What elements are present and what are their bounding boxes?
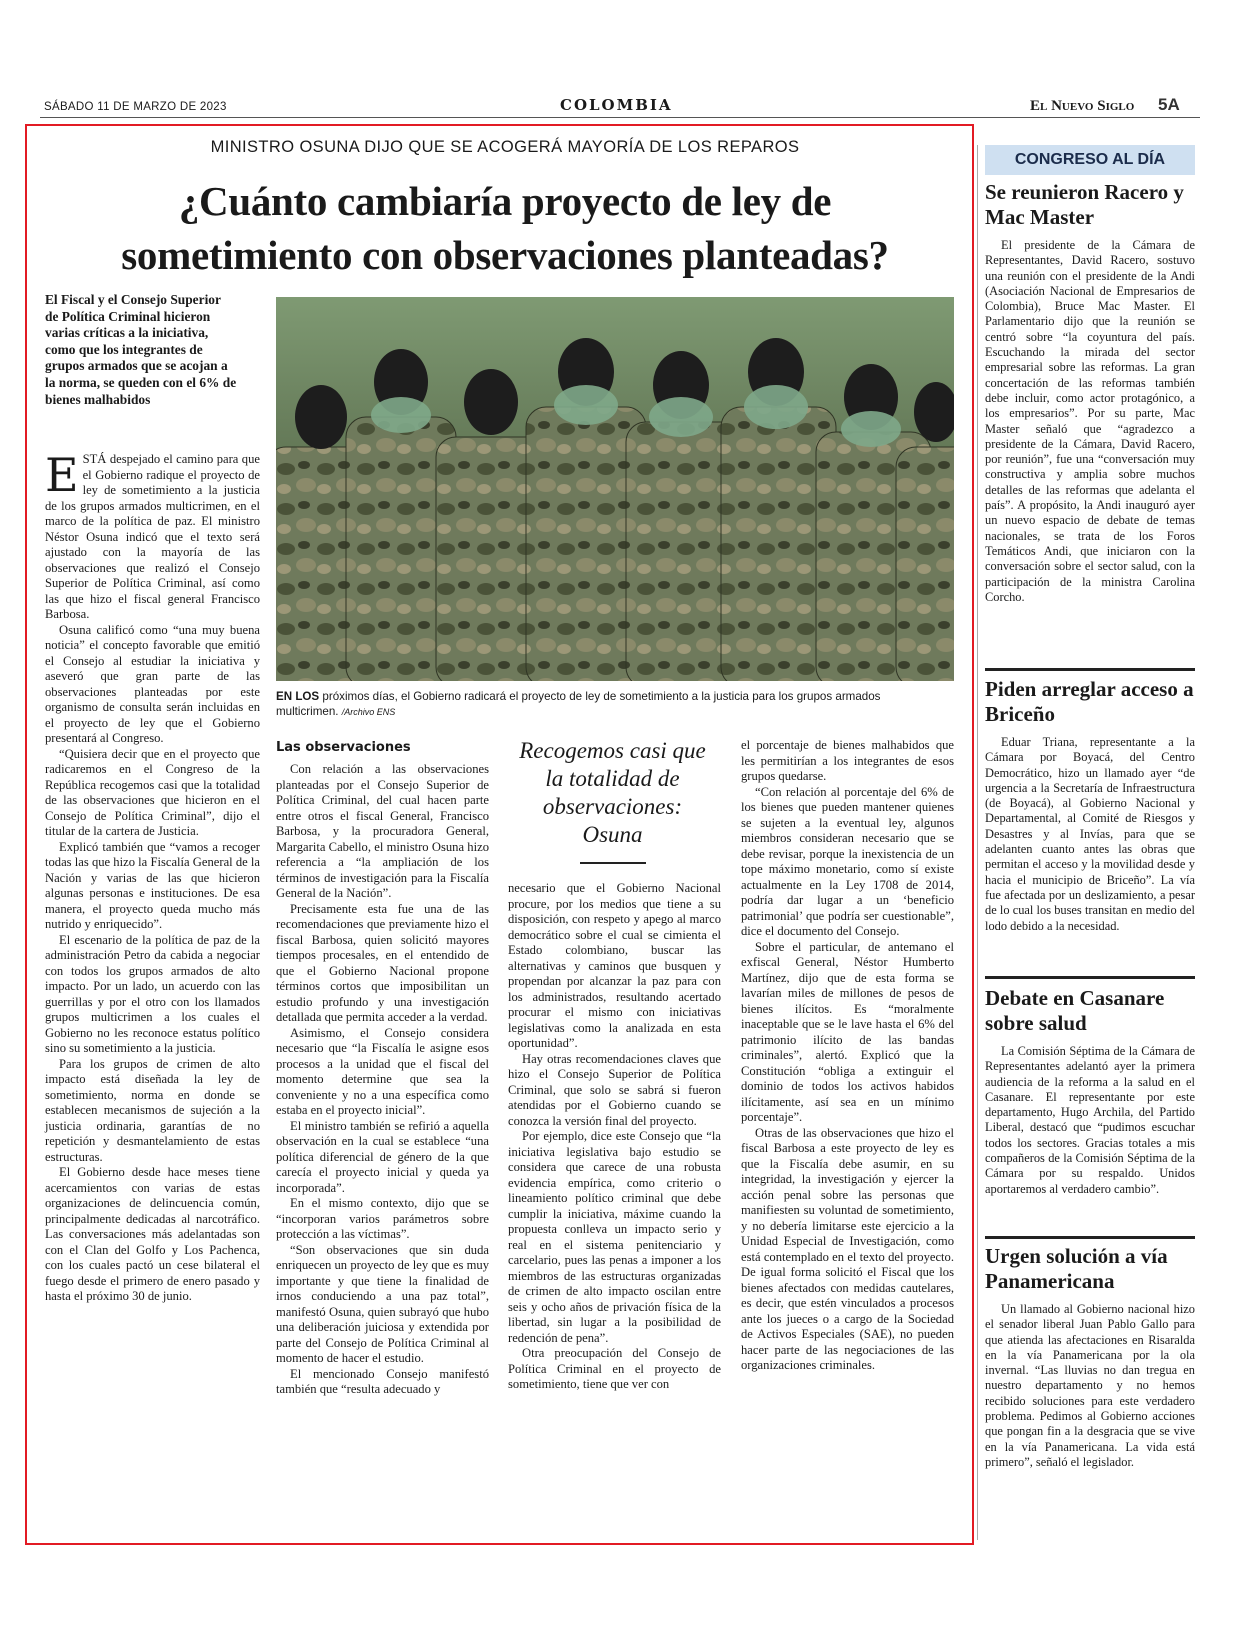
- sidebar-rule: [985, 668, 1195, 671]
- paragraph: Osuna calificó como “una muy buena noticia” el concepto favorable que emitió el Consejo al estudiar la iniciativa y aseveró que gran parte de las observaciones planteadas por este organismo de consulta serán incluidas en el proyecto de ley que el Gobierno presentará al Congreso.: [45, 622, 260, 745]
- paragraph: Con relación a las observaciones planteadas por el Consejo Superior de Política Criminal, del cual hacen parte entre otros el fiscal General, Francisco Barbosa, y la procuradora General, Margarita Cabello, el ministro Osuna hizo referencia a “la ampliación de los términos de investigación para la Fiscalía General de la Nación”.: [276, 762, 489, 900]
- section-subhead: Las observaciones: [276, 740, 411, 755]
- paragraph: Precisamente esta fue una de las recomendaciones que previamente hizo el fiscal Barbosa, quien solicitó mayores tiempos procesales, en el entendido de que el Gobierno Nacional propone términos cortos que imposibilitan un estudio profundo y una investigación detallada que permita acceder a la verdad.: [276, 901, 489, 1024]
- paragraph: El escenario de la política de paz de la administración Petro da cabida a negociar con todos los grupos armados de alto impacto. Por un lado, un acuerdo con las guerrillas y por el otro con los llamados grupos multicrimen a los cuales el Gobierno no les reconoce estatus político sino su sometimiento a la justicia.: [45, 932, 260, 1055]
- article-column-4: [741, 738, 954, 1374]
- page-date: SÁBADO 11 DE MARZO DE 2023: [44, 101, 227, 113]
- sidebar-item-body: Eduar Triana, representante a la Cámara por Boyacá, del Centro Democrático, hizo un llamado ayer “de urgencia a la Secretaría de Infraestructura (de Boyacá), al Gobierno Nacional y Departamental, al Comité de Riesgos y Desastres y al Invías, para que se adelanten cuanto antes las obras que permitan el acceso y la movilidad desde y hacia el municipio de Briceño”. La vía fue afectada por un deslizamiento, a pesar de lo cual los buses transitan en medio del lodo debido a la necesidad.: [985, 735, 1195, 933]
- header-rule: [40, 117, 1200, 118]
- paragraph: “Son observaciones que sin duda enriquecen un proyecto de ley que es muy importante y que tiene la finalidad de irnos conduciendo a una paz total”, manifestó Osuna, quien subrayó que hubo una deliberación juiciosa y extendida por parte del Consejo de Política Criminal al momento de hacer el estudio.: [276, 1242, 489, 1365]
- article-column-1: [45, 448, 260, 1305]
- paragraph: En el mismo contexto, dijo que se “incorporan varios parámetros sobre protección a las víctimas”.: [276, 1196, 489, 1241]
- article-kicker: MINISTRO OSUNA DIJO QUE SE ACOGERÁ MAYORÍA DE LOS REPAROS: [210, 138, 800, 156]
- sidebar-item-title: Debate en Casanare sobre salud: [985, 986, 1165, 1035]
- caption-text: próximos días, el Gobierno radicará el proyecto de ley de sometimiento a la justicia para los grupos armados multicrimen.: [276, 690, 881, 718]
- sidebar-item-body: Un llamado al Gobierno nacional hizo el senador liberal Juan Pablo Gallo para que atienda las afectaciones en Risaralda en la vía Panamericana por la ola invernal. “Las lluvias no dan tregua en nuestro departamento y no hemos recibido soluciones para este verdadero problema. Pedimos al Gobierno acciones que pongan fin a la desgracia que se vive en la vía Panamericana. La vida está primero”, señaló el legislador.: [985, 1302, 1195, 1469]
- article-column-3: [508, 881, 721, 1393]
- paragraph: Otra preocupación del Consejo de Política Criminal en el proyecto de sometimiento, tiene que ver con: [508, 1346, 721, 1391]
- paragraph: Asimismo, el Consejo considera necesario que “la Fiscalía le asigne esos procesos a la unidad que el fiscal del momento determine que sea la conveniente y no a una específica como estaba en el proyecto inicial”.: [276, 1025, 489, 1117]
- caption-credit: /Archivo ENS: [341, 707, 396, 717]
- paragraph: Hay otras recomendaciones claves que hizo el Consejo Superior de Política Criminal, que solo se sabrá si fueron atendidas por el Gobierno cuando se conozca la versión final del proyecto.: [508, 1051, 721, 1128]
- pull-quote: Recogemos casi que la totalidad de observaciones: Osuna: [519, 738, 706, 847]
- militia-group-photo: [276, 297, 954, 681]
- paragraph: Otras de las observaciones que hizo el fiscal Barbosa a este proyecto de ley es que la Fiscalía debe asumir, en su integridad, la investigación y ejercer la acción penal sobre las personas que manifiesten su voluntad de sometimiento, y no debería limitarse este ejercicio a la Unidad Especial de Investigación, como está contemplado en el texto del proyecto. De igual forma solicitó el Fiscal que los bienes afectados con medidas cautelares, es decir, que estén vinculados a procesos ante los jueces o a cargo de la Sociedad de Activos Especiales (SAE), no pueden hacer parte de las negociaciones de las organizaciones criminales.: [741, 1125, 954, 1372]
- caption-label: EN LOS: [276, 690, 320, 703]
- sidebar-item-body: La Comisión Séptima de la Cámara de Representantes adelantó ayer la primera audiencia de la reforma a la salud en el Casanare. El representante por este departamento, Hugo Archila, del Partido Liberal, destacó que “pudimos escuchar todos los sectores. Gracias totales a mis compañeros de la Comisión Séptima de la Cámara por su respaldo. Unidos aportaremos al verdadero cambio”.: [985, 1044, 1195, 1196]
- paragraph: Por ejemplo, dice este Consejo que “la iniciativa legislativa bajo estudio se considera que carece de una robusta evidencia empírica, como criterio o lineamiento político criminal que debe cumplir la iniciativa, máxime cuando la propuesta conlleva un impacto serio y real en el sistema penitenciario y carcelario, pues las penas a imponer a los miembros de las estructuras organizadas de crimen de alto impacto oscilan entre seis y ocho años de privación física de la libertad, sin lugar a la posibilidad de redención de pena”.: [508, 1129, 721, 1345]
- section-name: COLOMBIA: [560, 96, 673, 114]
- photo-caption: [276, 689, 946, 720]
- paragraph: Sobre el particular, de antemano el exfiscal General, Néstor Humberto Martínez, dijo que de esta forma se lavarían miles de millones de pesos de bienes ilícitos. Es “moralmente inaceptable que se le lave hasta el 6% del patrimonio ilícito de las bandas criminales”, alertó. Explicó que la Constitución “obliga a extinguir el dominio de todos los activos habidos ilícitamente, así sea en un mínimo porcentaje”.: [741, 939, 954, 1124]
- paragraph: “Quisiera decir que en el proyecto que radicaremos en el Congreso de la República recogemos casi que la totalidad de las observaciones que hicieron en el Consejo de Política Criminal”, dijo el titular de la cartera de Justicia.: [45, 746, 260, 838]
- paragraph: “Con relación al porcentaje del 6% de los bienes que pueden mantener quienes se sujeten a la eventual ley, algunos miembros consideran necesario que se debe revisar, porque la inexistencia de un tope máximo monetario, como sí existe actualmente en la Ley 1708 de 2014, podría dar lugar a un ‘beneficio patrimonial’ que podría ser cuestionable”, dice el documento del Consejo.: [741, 784, 954, 938]
- newspaper-name: El Nuevo Siglo: [1030, 98, 1135, 114]
- paragraph: El mencionado Consejo manifestó también que “resulta adecuado y: [276, 1366, 489, 1396]
- sidebar-divider: [977, 145, 978, 1540]
- pull-quote-rule: [580, 862, 646, 864]
- sidebar-heading: CONGRESO AL DÍA: [985, 145, 1195, 175]
- sidebar-rule: [985, 1236, 1195, 1239]
- page-number: 5A: [1158, 95, 1180, 114]
- sidebar-item-title: Urgen solución a vía Panamericana: [985, 1244, 1168, 1293]
- paragraph: El ministro también se refirió a aquella observación en la cual se establece “una política diferencial de género de la que carecía el proyecto inicial y queda ya incorporada”.: [276, 1118, 489, 1195]
- article-lead: El Fiscal y el Consejo Superior de Política Criminal hicieron varias críticas a la iniciativa, como que los integrantes de grupos armados que se acojan a la norma, se queden con el 6% de bienes malhabidos: [45, 292, 237, 407]
- paragraph: Para los grupos de crimen de alto impacto está diseñada la ley de sometimiento, norma en donde se establecen mecanismos de sujeción a la justicia ordinaria, garantías de no repetición y desmantelamiento de estas estructuras.: [45, 1056, 260, 1164]
- sidebar-item-body: El presidente de la Cámara de Representantes, David Racero, sostuvo una reunión con el presidente de la Andi (Asociación Nacional de Empresarios de Colombia), Bruce Mac Master. El Parlamentario dijo que la reunión se centró sobre “la coyuntura del país. Escuchando la mirada del sector empresarial sobre las reformas. La gran concertación de las reformas también debe incluir, como actor protagónico, a los empresarios”. Por su parte, Mac Master señaló que “agradezco a presidente de la Cámara, David Racero, por reunión”, fue una “conversación muy constructiva y amplia sobre muchos detalles de las reformas que adelanta el país”. A propósito, la Andi inauguró ayer un nuevo espacio de debate de temas nacionales, se trata de los Foros Temáticos Andi, que iniciaron con la conversación sobre el sector salud, con la participación de la ministra Carolina Corcho.: [985, 238, 1195, 604]
- drop-cap: E: [45, 448, 79, 502]
- article-headline: [40, 174, 970, 282]
- sidebar-item-title: Se reunieron Racero y Mac Master: [985, 180, 1184, 229]
- sidebar-item-title: Piden arreglar acceso a Briceño: [985, 677, 1194, 726]
- headline-line-1: ¿Cuánto cambiaría proyecto de ley de: [178, 178, 832, 224]
- paragraph: necesario que el Gobierno Nacional procure, por los medios que tiene a su disposición, con respeto y apego al marco democrático sobre el cual se cimienta el Estado colombiano, buscar las alternativas y caminos que busquen y propendan por alcanzar la paz para con los administrados, resultando acertado procurar el mismo con iniciativas legislativas como la analizada en esta oportunidad”.: [508, 881, 721, 1050]
- paragraph: ESTÁ despejado el camino para que el Gobierno radique el proyecto de ley de sometimiento a la justicia de los grupos armados multicrimen, en el marco de la política de paz. El ministro Néstor Osuna indicó que el texto será ajustado con la mayoría de las observaciones que realizó el Consejo Superior de Política Criminal, así como las que hizo el fiscal general Francisco Barbosa.: [45, 448, 260, 621]
- headline-line-2: sometimiento con observaciones planteadas?: [121, 232, 889, 278]
- article-column-2: [276, 762, 489, 1398]
- sidebar-rule: [985, 976, 1195, 979]
- paragraph: El Gobierno desde hace meses tiene acercamientos con varias de estas organizaciones de delincuencia común, principalmente dedicadas al narcotráfico. Las conversaciones más adelantadas son con el Clan del Golfo y Los Pachenca, con los cuales pactó un cese bilateral el fuego desde el primero de enero pasado y hasta el próximo 30 de junio.: [45, 1165, 260, 1303]
- paragraph: Explicó también que “vamos a recoger todas las que hizo la Fiscalía General de la Nación y varias de las que hicieron algunas personas e instituciones. De esa manera, el proyecto queda mucho más nutrido y enriquecido”.: [45, 839, 260, 931]
- paragraph: el porcentaje de bienes malhabidos que les permitirían a los integrantes de esos grupos quedarse.: [741, 738, 954, 783]
- photo-illustration: [276, 297, 954, 681]
